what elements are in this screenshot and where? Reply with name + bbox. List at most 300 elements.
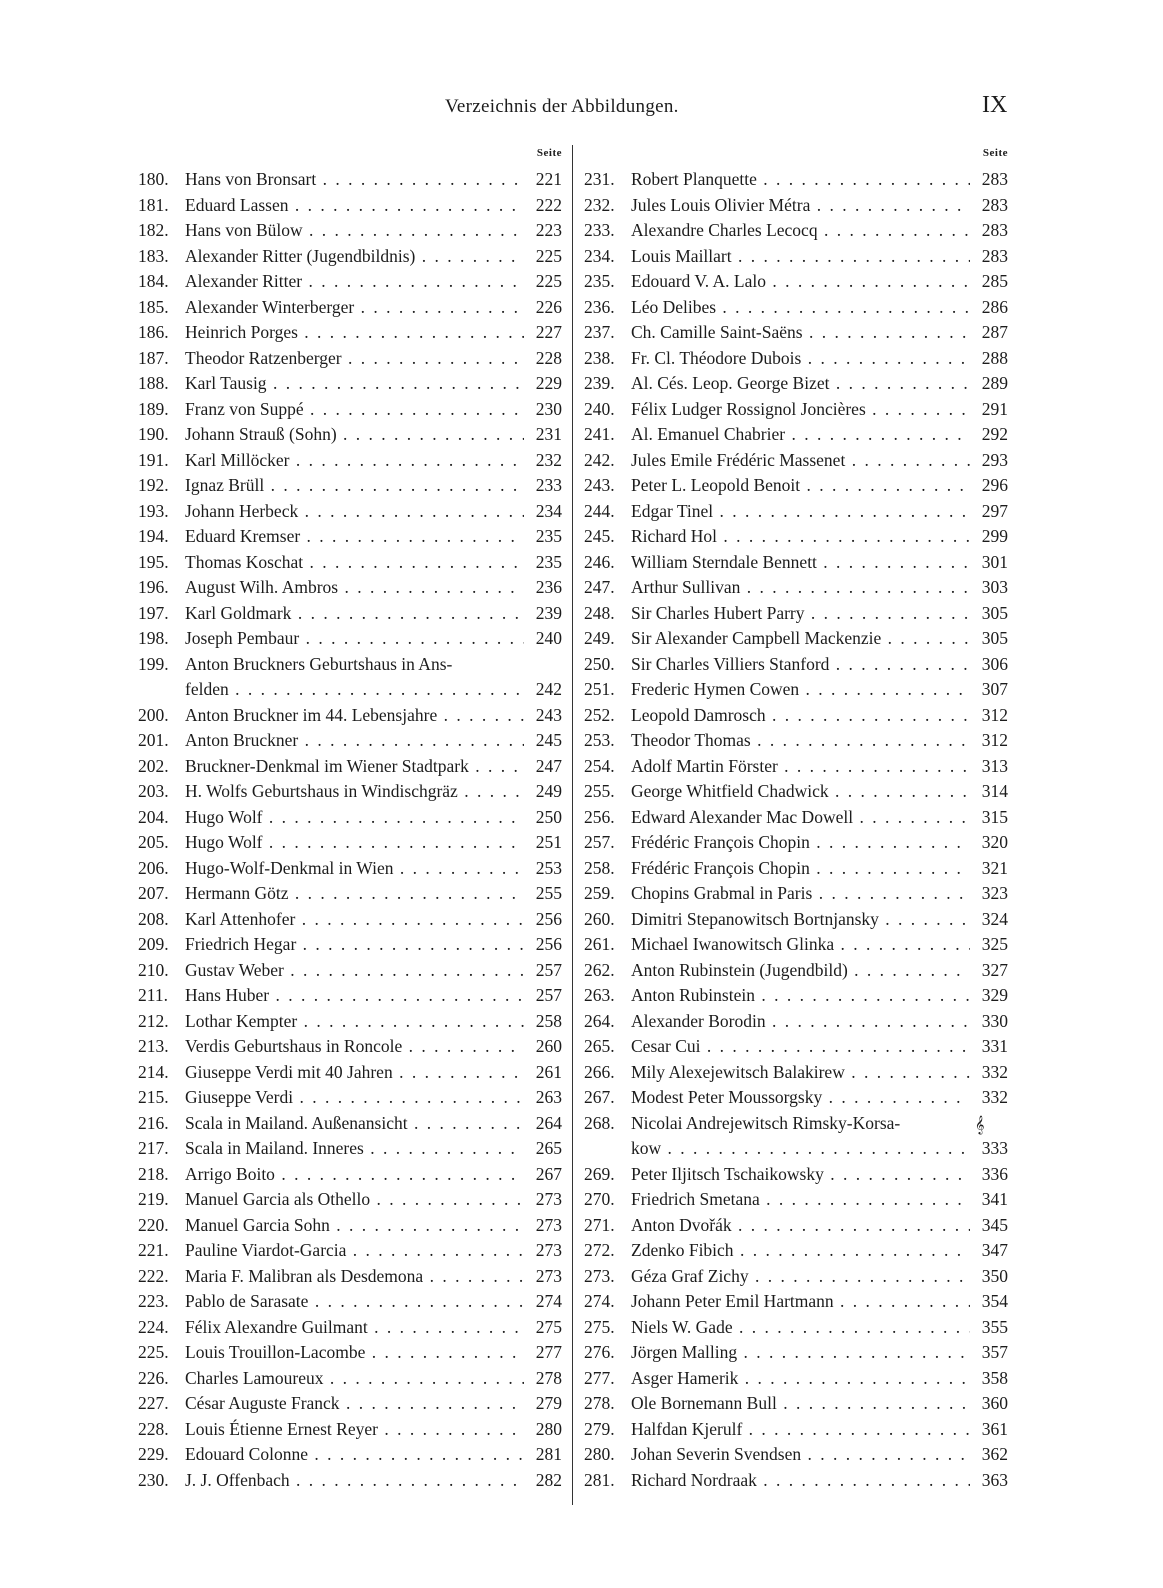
entry-number: 196. [138,577,169,597]
entry-title: Al. Cés. Leop. George Bizet . . . [631,371,970,397]
list-item [138,499,562,525]
entry-number: 226. [138,1367,169,1388]
entry-number: 266. [584,1061,615,1082]
entry-title: Alexander Winterberger . . . [185,295,524,321]
entry-number: 275. [584,1316,615,1337]
entry-number: 222. [138,1265,169,1286]
entry-page: 235 [535,551,562,572]
entry-page: 333 [981,1138,1008,1158]
entry-page: 239 [535,602,562,623]
list-item [584,1238,1008,1264]
entry-page: 236 [535,577,562,597]
entry-title: Scala in Mailand. Außenansicht . . . [185,1111,524,1137]
margin-mark-icon: 𝄞 [975,1117,985,1134]
entry-number: 258. [584,857,615,878]
entry-title: Anton Bruckner . . . [185,728,524,754]
entry-number: 264. [584,1010,615,1031]
entry-page: 229 [535,373,562,393]
list-item [584,932,1008,958]
entry-title: Sir Alexander Campbell Mackenzie . . . [631,626,970,652]
list-item [584,1136,1008,1162]
entry-page: 287 [981,322,1008,342]
entry-title: Léo Delibes . . . [631,295,970,321]
entry-title: J. J. Offenbach . . . [185,1468,524,1494]
entry-title: Anton Dvořák . . . [631,1213,970,1239]
entry-title: Chopins Grabmal in Paris . . . [631,881,970,907]
entry-page: 291 [981,398,1008,419]
entry-number: 201. [138,730,169,750]
entry-page: 225 [535,271,562,291]
entry-number: 262. [584,959,615,980]
list-item [584,830,1008,856]
entry-page: 358 [981,1367,1008,1388]
entry-title: felden . . . [185,677,524,703]
entry-number: 255. [584,781,615,801]
entry-page: 330 [981,1010,1008,1031]
entry-title: Félix Alexandre Guilmant . . . [185,1315,524,1341]
entry-title: Johann Strauß (Sohn) . . . [185,422,524,448]
entry-number: 186. [138,322,169,342]
entry-number: 273. [584,1265,615,1286]
entry-title: William Sterndale Bennett . . . [631,550,970,576]
entry-page: 283 [981,194,1008,215]
list-item [584,575,1008,601]
list-item [584,499,1008,525]
entry-title: Scala in Mailand. Inneres . . . [185,1136,524,1162]
right-entry-list [584,167,1008,1493]
entry-number: 280. [584,1444,615,1464]
list-item [584,1213,1008,1239]
entry-page: 315 [981,806,1008,827]
entry-title: Niels W. Gade . . . [631,1315,970,1341]
entry-number: 208. [138,908,169,929]
entry-title: Richard Hol . . . [631,524,970,550]
list-item [584,1009,1008,1035]
seite-label-left: Seite [536,147,562,159]
entry-number: 269. [584,1163,615,1184]
entry-title: Heinrich Porges . . . [185,320,524,346]
entry-page: 283 [981,220,1008,240]
list-item [138,1162,562,1188]
list-item [138,397,562,423]
entry-page: 329 [981,985,1008,1005]
list-item [138,295,562,321]
entry-page: 273 [535,1265,562,1286]
entry-title: Hugo Wolf . . . [185,830,524,856]
entry-title: Johann Herbeck . . . [185,499,524,525]
entry-number: 248. [584,602,615,623]
entry-title: César Auguste Franck . . . [185,1391,524,1417]
entry-page: 354 [981,1291,1008,1311]
entry-number: 206. [138,857,169,878]
list-item [138,881,562,907]
entry-title: Mily Alexejewitsch Balakirew . . . [631,1060,970,1086]
entry-page: 293 [981,449,1008,470]
list-item [584,626,1008,652]
entry-page: 258 [535,1010,562,1031]
list-item [138,1085,562,1111]
entry-number: 235. [584,271,615,291]
list-item [138,218,562,244]
entry-title: George Whitfield Chadwick . . . [631,779,970,805]
entry-page: 243 [535,704,562,725]
entry-title: Giuseppe Verdi mit 40 Jahren . . . [185,1060,524,1086]
entry-number: 200. [138,704,169,725]
entry-title: Frederic Hymen Cowen . . . [631,677,970,703]
entry-number: 221. [138,1240,169,1260]
entry-title: Hans Huber . . . [185,983,524,1009]
entry-title: Johan Severin Svendsen . . . [631,1442,970,1468]
entry-number: 202. [138,755,169,776]
left-entry-list [138,167,562,1493]
entry-title: Friedrich Hegar . . . [185,932,524,958]
entry-title: August Wilh. Ambros . . . [185,575,524,601]
entry-title: Edgar Tinel . . . [631,499,970,525]
entry-title: Sir Charles Hubert Parry . . . [631,601,970,627]
entry-title: Jules Louis Olivier Métra . . . [631,193,970,219]
entry-page: 299 [981,526,1008,546]
entry-page: 249 [535,781,562,801]
list-item [138,1034,562,1060]
list-item [584,1111,1008,1137]
list-item [138,907,562,933]
entry-page: 336 [981,1163,1008,1184]
entry-page: 321 [981,857,1008,878]
entry-page: 307 [981,679,1008,699]
entry-title: Peter L. Leopold Benoit . . . [631,473,970,499]
entry-page: 297 [981,500,1008,521]
entry-title: Dimitri Stepanowitsch Bortnjansky . . . [631,907,970,933]
entry-number: 198. [138,628,169,648]
entry-page: 355 [981,1316,1008,1337]
list-item [138,1315,562,1341]
entry-title: Alexander Ritter (Jugendbildnis) . . . [185,244,524,270]
entry-number: 209. [138,934,169,954]
entry-page: 221 [535,169,562,189]
entry-page: 274 [535,1291,562,1311]
entry-number: 230. [138,1469,169,1490]
entry-number: 214. [138,1061,169,1082]
entry-page: 223 [535,220,562,240]
list-item [584,958,1008,984]
entry-page: 265 [535,1138,562,1158]
entry-number: 246. [584,551,615,572]
entry-number: 259. [584,883,615,903]
entry-page: 263 [535,1087,562,1107]
entry-number: 219. [138,1189,169,1209]
entry-number: 238. [584,347,615,368]
entry-title: Hermann Götz . . . [185,881,524,907]
entry-title: Karl Attenhofer . . . [185,907,524,933]
entry-page: 273 [535,1214,562,1235]
entry-page: 363 [981,1469,1008,1490]
entry-title: Sir Charles Villiers Stanford . . . [631,652,970,678]
list-item [584,1340,1008,1366]
list-item [584,550,1008,576]
list-item [138,1009,562,1035]
seite-label-right: Seite [982,147,1008,159]
entry-page: 312 [981,704,1008,725]
entry-title: Pablo de Sarasate . . . [185,1289,524,1315]
entry-number: 237. [584,322,615,342]
entry-number: 227. [138,1393,169,1413]
entry-page: 345 [981,1214,1008,1235]
entry-page: 292 [981,424,1008,444]
entry-number: 181. [138,194,169,215]
entry-number: 180. [138,169,169,189]
entry-title: Lothar Kempter . . . [185,1009,524,1035]
entry-number: 256. [584,806,615,827]
list-item [138,1187,562,1213]
entry-number: 252. [584,704,615,725]
entry-number: 211. [138,985,168,1005]
entry-number: 191. [138,449,169,470]
entry-page: 283 [981,169,1008,189]
entry-title: Hugo Wolf . . . [185,805,524,831]
entry-title: kow . . . [631,1136,970,1162]
entry-page: 230 [535,398,562,419]
entry-number: 216. [138,1112,169,1133]
entry-page: 325 [981,934,1008,954]
entry-page: 231 [535,424,562,444]
list-item [138,575,562,601]
entry-title: Cesar Cui . . . [631,1034,970,1060]
list-item [584,524,1008,550]
list-item [584,371,1008,397]
list-item [138,1238,562,1264]
entry-title: Eduard Lassen . . . [185,193,524,219]
entry-page: 283 [981,245,1008,266]
list-item [138,167,562,193]
entry-page: 251 [535,832,562,852]
entry-title: Félix Ludger Rossignol Joncières . . . [631,397,970,423]
entry-number: 265. [584,1036,615,1056]
list-item [138,1442,562,1468]
list-item [584,1442,1008,1468]
entry-number: 245. [584,526,615,546]
entry-number: 241. [584,424,615,444]
list-item [138,346,562,372]
entry-page: 240 [535,628,562,648]
list-item [138,677,562,703]
entry-page: 288 [981,347,1008,368]
list-item [584,244,1008,270]
list-item [584,422,1008,448]
entry-number: 192. [138,475,169,495]
entry-title: Theodor Ratzenberger . . . [185,346,524,372]
entry-title: Arrigo Boito . . . [185,1162,524,1188]
entry-title: Robert Planquette . . . [631,167,970,193]
entry-title: Alexandre Charles Lecocq . . . [631,218,970,244]
list-item [138,754,562,780]
entry-number: 236. [584,296,615,317]
entry-page: 301 [981,551,1008,572]
entry-title: Halfdan Kjerulf . . . [631,1417,970,1443]
list-item [584,805,1008,831]
entry-title: Peter Iljitsch Tschaikowsky . . . [631,1162,970,1188]
column-divider [572,145,573,1505]
entry-number: 217. [138,1138,169,1158]
entry-page: 225 [535,245,562,266]
entry-number: 187. [138,347,169,368]
entry-title: Michael Iwanowitsch Glinka . . . [631,932,970,958]
entry-title: Adolf Martin Förster . . . [631,754,970,780]
list-item [584,677,1008,703]
entry-number: 197. [138,602,169,623]
entry-page: 305 [981,628,1008,648]
entry-page: 312 [981,730,1008,750]
entry-title: Nicolai Andrejewitsch Rimsky-Korsa- [631,1112,901,1133]
entry-page: 277 [535,1342,562,1362]
entry-title: Anton Rubinstein . . . [631,983,970,1009]
entry-number: 263. [584,985,615,1005]
entry-number: 247. [584,577,615,597]
entry-title: Richard Nordraak . . . [631,1468,970,1494]
entry-number: 190. [138,424,169,444]
entry-title: Modest Peter Moussorgsky . . . [631,1085,970,1111]
entry-title: Hans von Bülow . . . [185,218,524,244]
entry-page: 228 [535,347,562,368]
entry-title: Gustav Weber . . . [185,958,524,984]
entry-number: 251. [584,679,615,699]
entry-title: Pauline Viardot-Garcia . . . [185,1238,524,1264]
list-item [584,218,1008,244]
entry-page: 281 [535,1444,562,1464]
entry-page: 327 [981,959,1008,980]
entry-page: 361 [981,1418,1008,1439]
entry-title: Alexander Ritter . . . [185,269,524,295]
entry-title: Manuel Garcia Sohn . . . [185,1213,524,1239]
entry-number: 193. [138,500,169,521]
entry-number: 194. [138,526,169,546]
entry-page: 253 [535,857,562,878]
entry-page: 222 [535,194,562,215]
entry-title: Charles Lamoureux . . . [185,1366,524,1392]
list-item [138,856,562,882]
list-item [584,754,1008,780]
entry-title: Géza Graf Zichy . . . [631,1264,970,1290]
entry-page: 285 [981,271,1008,291]
entry-page: 273 [535,1189,562,1209]
entry-number: 212. [138,1010,169,1031]
entry-title: Friedrich Smetana . . . [631,1187,970,1213]
list-item [584,269,1008,295]
list-item [138,1289,562,1315]
entry-page: 267 [535,1163,562,1184]
entry-number: 184. [138,271,169,291]
list-item [138,703,562,729]
list-item [584,1468,1008,1494]
list-item [138,244,562,270]
entry-page: 256 [535,934,562,954]
entry-page: 282 [535,1469,562,1490]
entry-title: Jörgen Malling . . . [631,1340,970,1366]
list-item [584,1417,1008,1443]
entry-number: 220. [138,1214,169,1235]
entry-page: 296 [981,475,1008,495]
entry-title: Frédéric François Chopin . . . [631,830,970,856]
entry-title: Fr. Cl. Théodore Dubois . . . [631,346,970,372]
entry-number: 272. [584,1240,615,1260]
entry-number: 228. [138,1418,169,1439]
entry-page: 227 [535,322,562,342]
entry-page: 332 [981,1061,1008,1082]
entry-page: 250 [535,806,562,827]
list-item [584,193,1008,219]
list-item [584,983,1008,1009]
list-item [138,1111,562,1137]
list-item [138,626,562,652]
entry-title: Edward Alexander Mac Dowell . . . [631,805,970,831]
list-item [584,1085,1008,1111]
list-item [584,1060,1008,1086]
list-item [584,1289,1008,1315]
entry-title: Karl Goldmark . . . [185,601,524,627]
list-item [584,167,1008,193]
entry-number: 250. [584,653,615,674]
entry-title: Jules Emile Frédéric Massenet . . . [631,448,970,474]
entry-page: 232 [535,449,562,470]
list-item [138,958,562,984]
list-item [584,907,1008,933]
entry-number: 195. [138,551,169,572]
entry-page: 233 [535,475,562,495]
list-item [584,1162,1008,1188]
list-item [584,881,1008,907]
entry-number: 257. [584,832,615,852]
entry-title: Anton Bruckners Geburtshaus in Ans- [185,653,453,674]
entry-page: 273 [535,1240,562,1260]
entry-title: Ignaz Brüll . . . [185,473,524,499]
entry-page: 286 [981,296,1008,317]
list-item [138,1136,562,1162]
list-item [138,652,562,678]
entry-page: 357 [981,1342,1008,1362]
entry-page: 331 [981,1036,1008,1056]
entry-title: Anton Rubinstein (Jugendbild) . . . [631,958,970,984]
entry-number: 274. [584,1291,615,1311]
entry-number: 207. [138,883,169,903]
entry-page: 261 [535,1061,562,1082]
entry-page: 332 [981,1087,1008,1107]
list-item [584,295,1008,321]
list-item [584,601,1008,627]
list-item [138,193,562,219]
entry-number: 205. [138,832,169,852]
list-item [584,473,1008,499]
entry-title: Verdis Geburtshaus in Roncole . . . [185,1034,524,1060]
entry-title: Maria F. Malibran als Desdemona . . . [185,1264,524,1290]
entry-page: 362 [981,1444,1008,1464]
entry-number: 185. [138,296,169,317]
list-item [138,601,562,627]
list-item [138,320,562,346]
entry-number: 233. [584,220,615,240]
entry-title: Hugo-Wolf-Denkmal in Wien . . . [185,856,524,882]
entry-number: 215. [138,1087,169,1107]
entry-title: Louis Trouillon-Lacombe . . . [185,1340,524,1366]
entry-number: 234. [584,245,615,266]
entry-title: Louis Étienne Ernest Reyer . . . [185,1417,524,1443]
entry-number: 270. [584,1189,615,1209]
entry-page: 306 [981,653,1008,674]
list-item [138,473,562,499]
list-item [138,448,562,474]
entry-number: 223. [138,1291,169,1311]
list-item [138,1391,562,1417]
list-item [138,524,562,550]
entry-title: Edouard V. A. Lalo . . . [631,269,970,295]
